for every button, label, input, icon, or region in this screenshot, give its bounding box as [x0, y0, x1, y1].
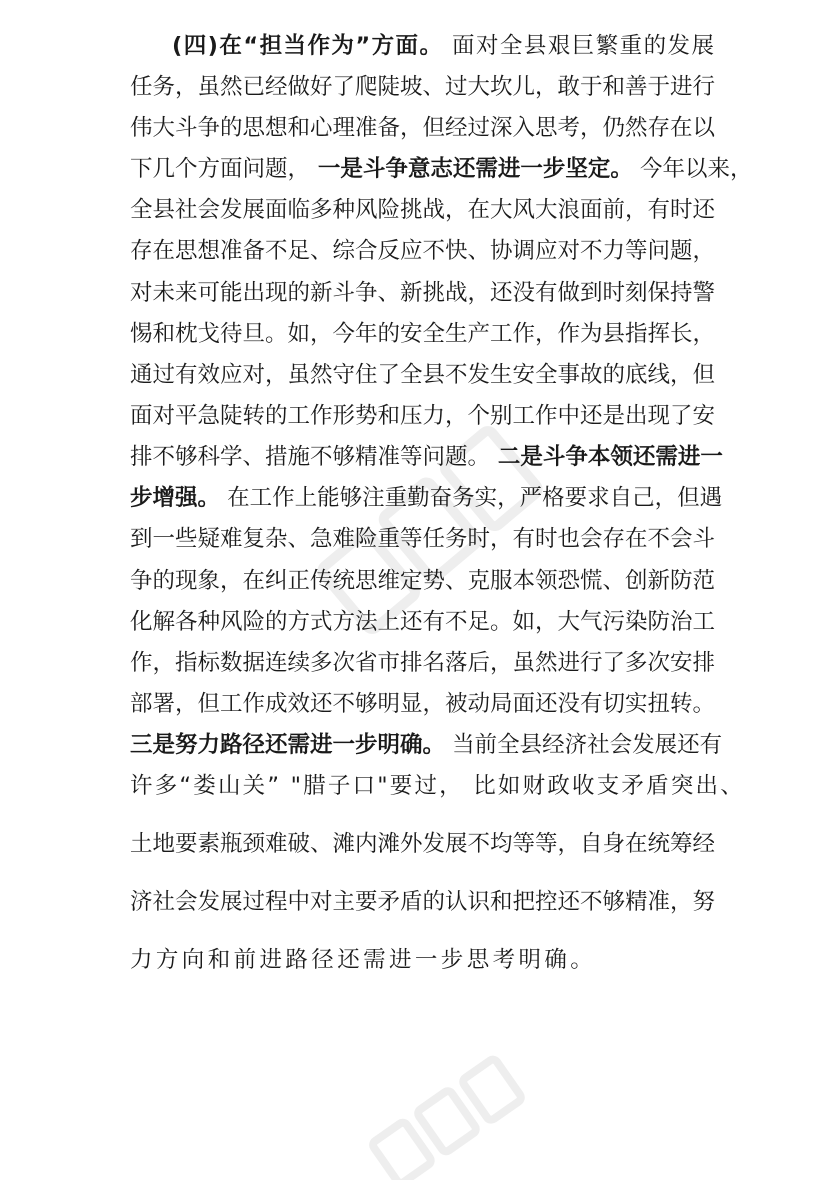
- text-line-8: 惕和枕戈待旦。如，今年的安全生产工作，作为县指挥长，: [130, 321, 716, 347]
- text-line-13: 到一些疑难复杂、急难险重等任务时，有时也会存在不会斗: [130, 526, 716, 552]
- text-line-12: 步增强。 在工作上能够注重勤奋务实，严格要求自己，但遇: [130, 485, 723, 511]
- text-line-21: 济社会发展过程中对主要矛盾的认识和把控还不够精准，努: [130, 889, 716, 915]
- text-line-2: 任务，虽然已经做好了爬陡坡、过大坎儿，敢于和善于进行: [130, 74, 716, 100]
- text-line-19: 许多“娄山关” "腊子口"要过， 比如财政收支矛盾突出、: [130, 773, 745, 799]
- text-line-5: 全县社会发展面临多种风险挑战，在大风大浪面前，有时还: [130, 197, 716, 223]
- text-line-16: 作，指标数据连续多次省市排名落后，虽然进行了多次安排: [130, 650, 716, 676]
- text-line-1: (四)在“担当作为”方面。 面对全县艰巨繁重的发展: [172, 33, 714, 59]
- text-line-22: 力方向和前进路径还需进一步思考明确。: [130, 947, 597, 973]
- text-line-15: 化解各种风险的方式方法上还有不足。如，大气污染防治工: [130, 609, 716, 635]
- watermark-logo-bottom: [340, 1060, 540, 1180]
- text-line-7: 对未来可能出现的新斗争、新挑战，还没有做到时刻保持警: [130, 280, 716, 306]
- text-line-9: 通过有效应对，虽然守住了全县不发生安全事故的底线，但: [130, 362, 716, 388]
- point-heading-3: 三是努力路径还需进一步明确。: [130, 732, 446, 758]
- point-heading-2-cont: 步增强。: [130, 485, 221, 511]
- point-heading-2: 二是斗争本领还需进一: [490, 444, 723, 470]
- text-line-14: 争的现象，在纠正传统思维定势、克服本领恐慌、创新防范: [130, 568, 716, 594]
- text-line-20: 土地要素瓶颈难破、滩内滩外发展不均等等，自身在统筹经: [130, 831, 716, 857]
- text-line-4: 下几个方面问题， 一是斗争意志还需进一步坚定。 今年以来，: [130, 156, 753, 182]
- text-line-17: 部署，但工作成效还不够明显，被动局面还没有切实扭转。: [130, 691, 716, 717]
- section-heading: (四)在“担当作为”方面。: [172, 33, 444, 59]
- point-heading-1: 一是斗争意志还需进一步坚定。: [310, 156, 633, 182]
- text-line-6: 存在思想准备不足、综合反应不快、协调应对不力等问题，: [130, 238, 716, 264]
- text-line-18: 三是努力路径还需进一步明确。 当前全县经济社会发展还有: [130, 732, 723, 758]
- text-line-11: 排不够科学、措施不够精准等问题。 二是斗争本领还需进一: [130, 444, 723, 470]
- text-line-10: 面对平急陡转的工作形势和压力，个别工作中还是出现了安: [130, 403, 716, 429]
- text-line-3: 伟大斗争的思想和心理准备，但经过深入思考，仍然存在以: [130, 115, 716, 141]
